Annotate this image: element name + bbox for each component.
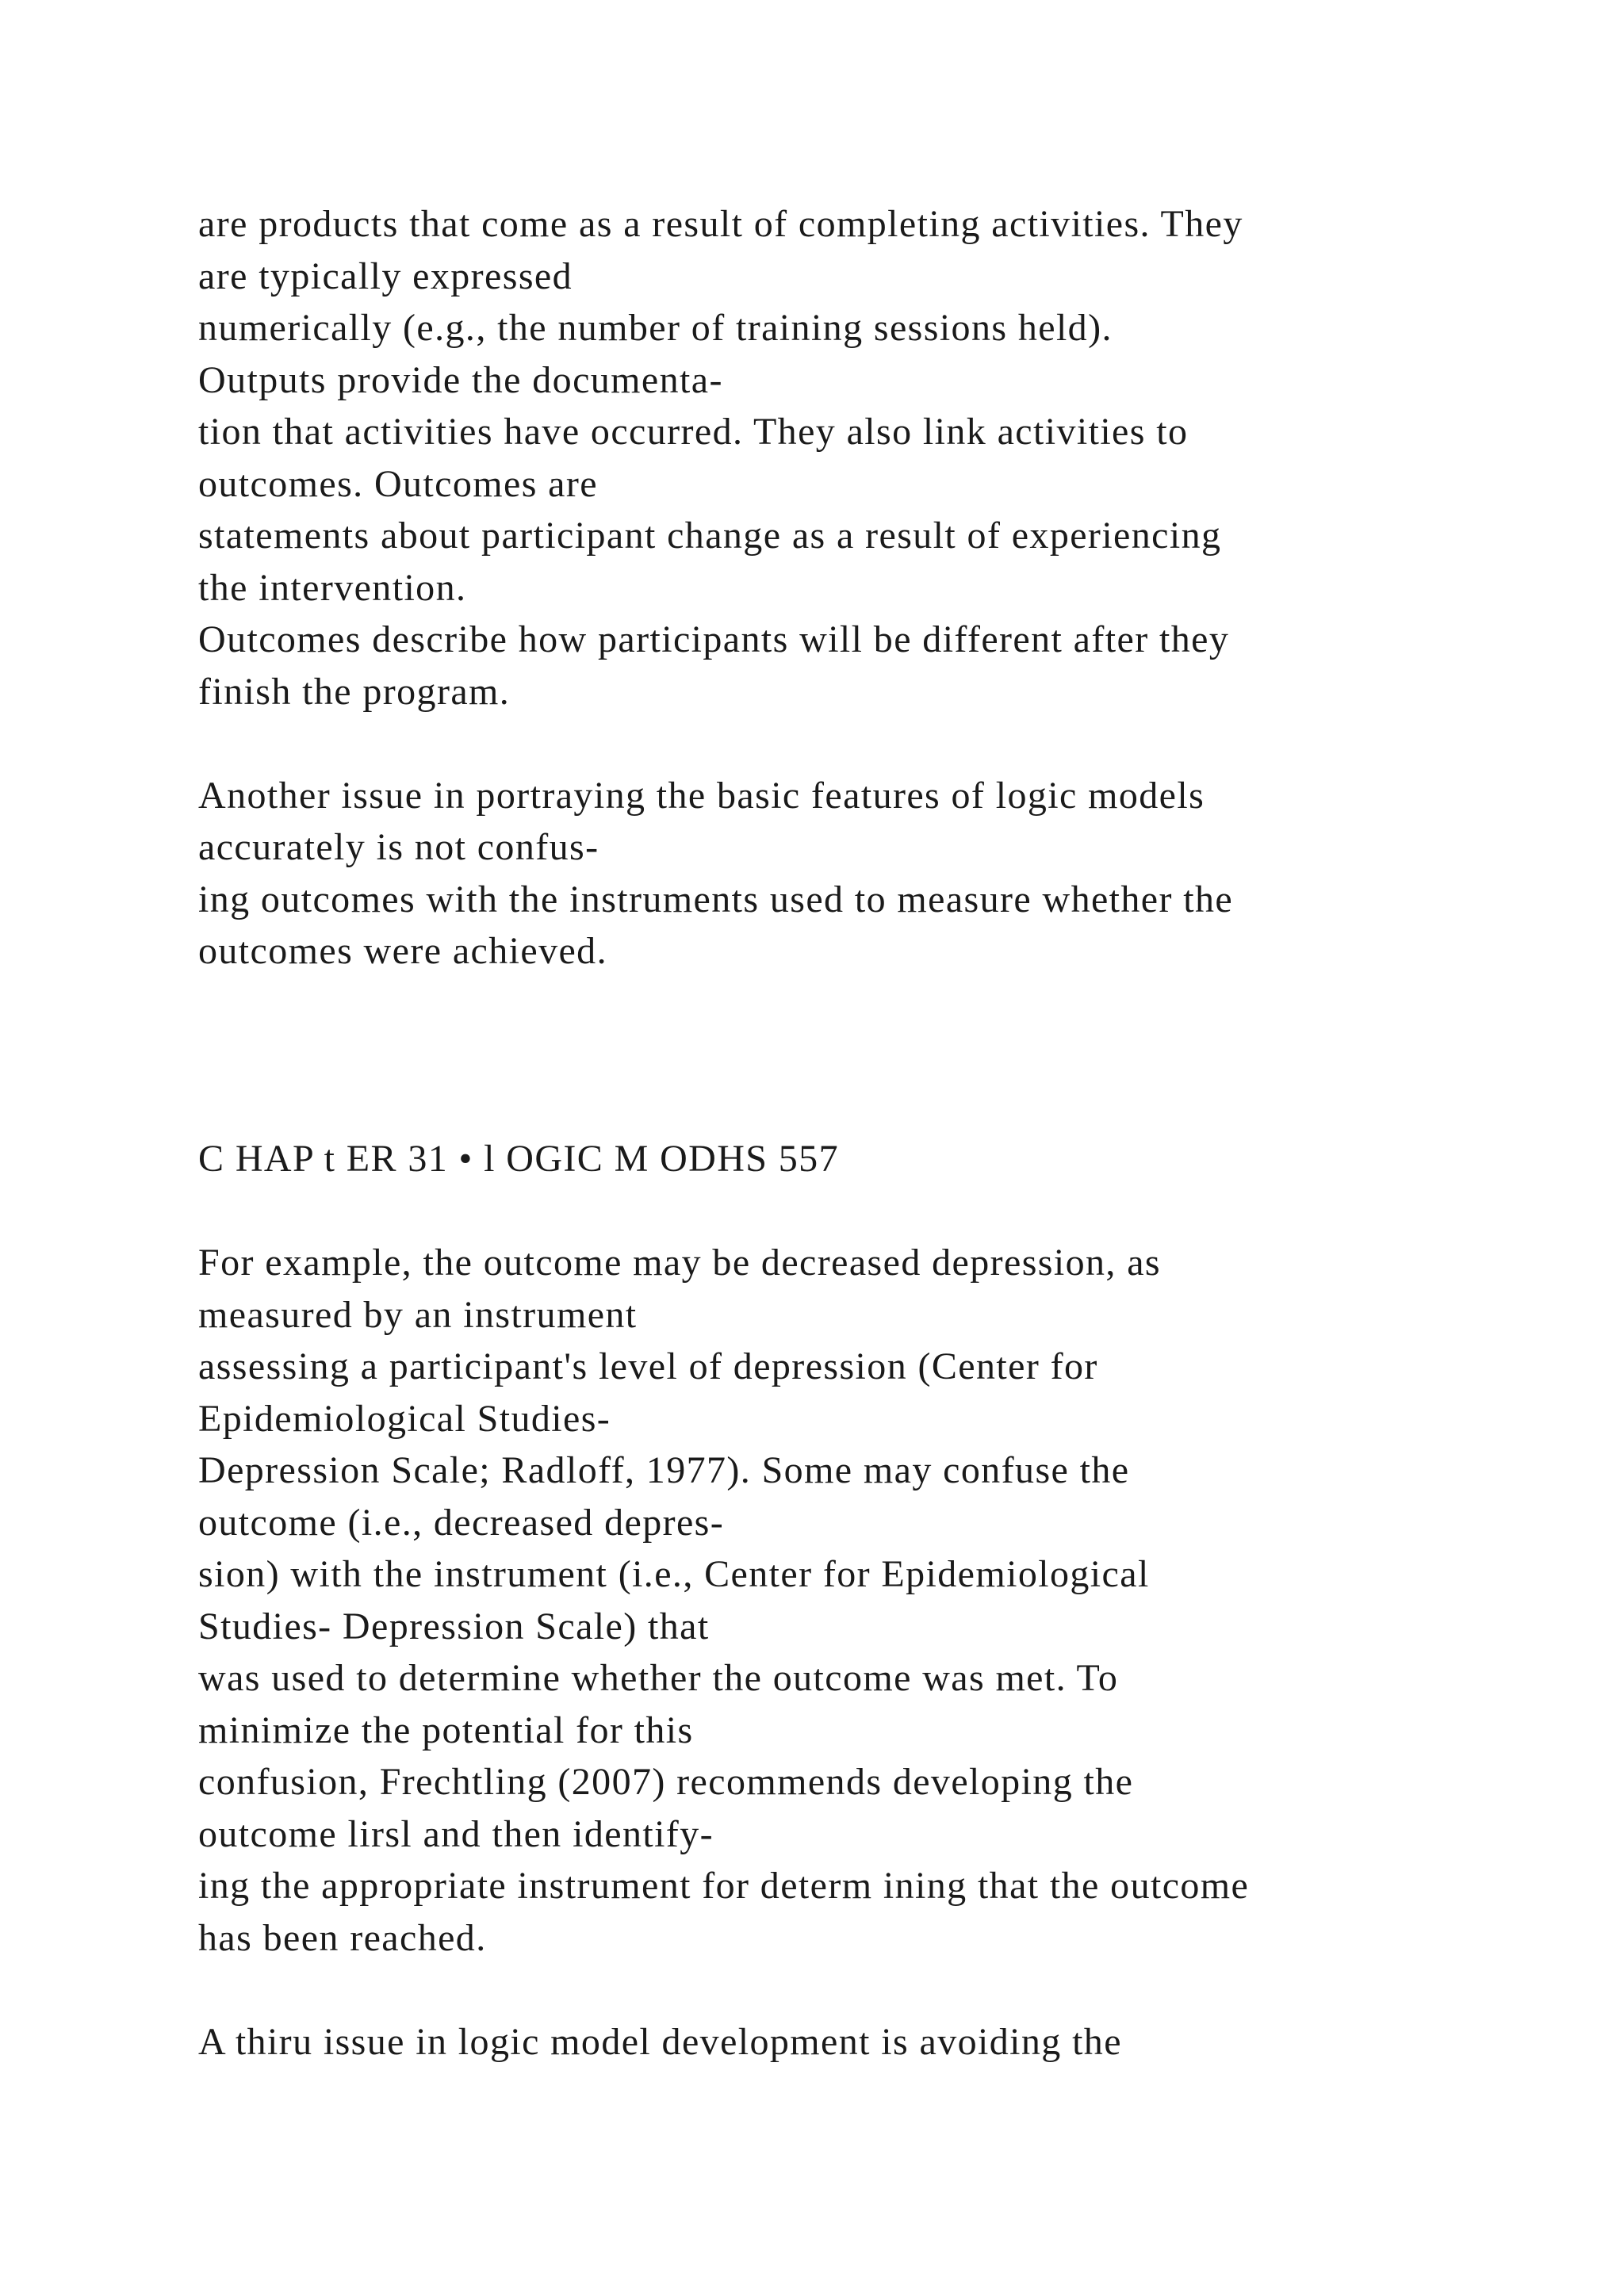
text-line: accurately is not confus- <box>198 826 599 868</box>
text-line: Epidemiological Studies- <box>198 1397 611 1440</box>
blank-line <box>198 1029 1483 1081</box>
text-line: the intervention. <box>198 566 467 609</box>
text-line: outcome lirsl and then identify- <box>198 1812 714 1855</box>
text-line: Another issue in portraying the basic features of logic models <box>198 774 1205 817</box>
text-line: numerically (e.g., the number of training sessions held). <box>198 307 1113 349</box>
text-line: minimize the potential for this <box>198 1709 694 1751</box>
text-line: C HAP t ER 31 • l OGIC M ODHS 557 <box>198 1138 839 1180</box>
text-line: outcomes were achieved. <box>198 930 607 972</box>
text-line: are products that come as a result of completing activities. They <box>198 203 1243 245</box>
text-line: Outputs provide the documenta- <box>198 358 723 401</box>
blank-line <box>198 1081 1483 1134</box>
text-line: are typically expressed <box>198 254 573 297</box>
blank-line <box>198 718 1483 770</box>
text-line: Studies- Depression Scale) that <box>198 1605 710 1647</box>
text-line: measured by an instrument <box>198 1293 638 1336</box>
blank-line <box>198 978 1483 1030</box>
text-line: tion that activities have occurred. They also link activities to <box>198 411 1189 453</box>
text-line: confusion, Frechtling (2007) recommends developing the <box>198 1761 1134 1803</box>
document-body <box>198 198 1483 2068</box>
text-line: ing the appropriate instrument for determ ining that the outcome <box>198 1865 1250 1907</box>
text-line: outcome (i.e., decreased depres- <box>198 1501 725 1544</box>
text-line: finish the program. <box>198 670 511 713</box>
text-line: ing outcomes with the instruments used to measure whether the <box>198 878 1234 920</box>
text-line: For example, the outcome may be decreased depression, as <box>198 1242 1161 1284</box>
text-line: outcomes. Outcomes are <box>198 462 598 505</box>
text-line: assessing a participant's level of depression (Center for <box>198 1345 1098 1387</box>
text-line: was used to determine whether the outcome was met. To <box>198 1657 1119 1699</box>
blank-line <box>198 1185 1483 1238</box>
text-line: has been reached. <box>198 1916 487 1959</box>
text-line: statements about participant change as a result of experiencing <box>198 515 1222 557</box>
text-line: Depression Scale; Radloff, 1977). Some may confuse the <box>198 1449 1130 1491</box>
blank-line <box>198 1964 1483 2016</box>
text-line: Outcomes describe how participants will be different after they <box>198 618 1230 660</box>
text-line: A thiru issue in logic model development is avoiding the <box>198 2020 1122 2063</box>
text-line: sion) with the instrument (i.e., Center for Epidemiological <box>198 1553 1150 1595</box>
